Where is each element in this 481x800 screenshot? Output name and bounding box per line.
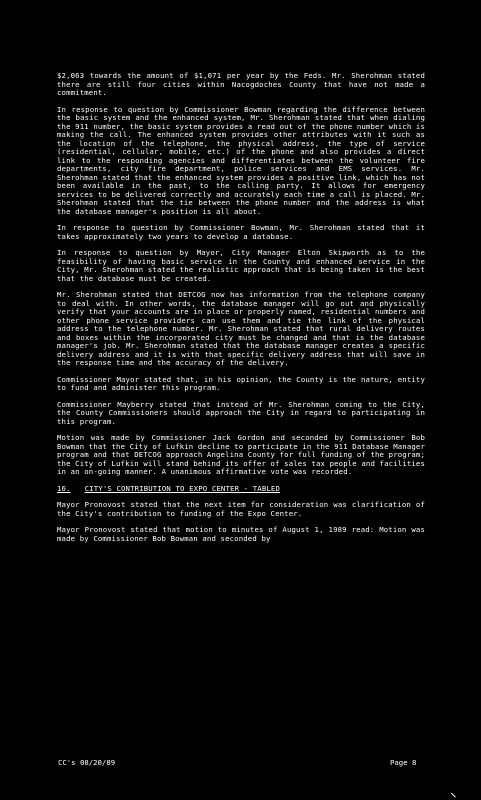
paragraph-3: In response to question by Commissioner Bowman, Mr. Sherohman stated that it takes approximately two years to develop a database. <box>57 223 425 241</box>
footer-date: CC's 08/20/89 <box>58 758 116 767</box>
paragraph-10: Mayor Pronovost stated that motion to minutes of August 1, 1989 read: Motion was made by Commissioner Bob Bowman and seconded by <box>57 525 425 543</box>
paragraph-4: In response to question by Mayor, City Manager Elton Skipworth as to the feasibility of having basic service in the County and enhanced service in the City, Mr. Sherohman stated the realistic approach that is being taken is the best that the database must be created. <box>57 248 425 283</box>
scan-corner-mark <box>451 788 460 797</box>
section-heading <box>57 485 425 494</box>
paragraph-6: Commissioner Mayor stated that, in his opinion, the County is the nature, entity to fund and administer this program. <box>57 374 425 392</box>
section-title: CITY'S CONTRIBUTION TO EXPO CENTER - TABLED <box>84 483 280 493</box>
document-body <box>57 72 425 551</box>
paragraph-5: Mr. Sherohman stated that DETCOG now has information from the telephone company to deal with. In other words, the database manager will go out and physically verify that your accounts are in place or properly named, residential numbers and other phone service providers can use them and tie the link of the physical address to the telephone number. Mr. Sherohman stated that rural delivery routes and boxes within the incorporated city must be changed and that is the database manager's job. Mr. Sherohman stated that the database manager creates a specific delivery address and it is with that specific delivery address that will save in the response time and the accuracy of the delivery. <box>57 290 425 367</box>
section-number: 16. <box>57 483 71 493</box>
paragraph-7: Commissioner Mayberry stated that instead of Mr. Sherohman coming to the City, the County Commissioners should approach the City in regard to participating in this program. <box>57 399 425 426</box>
paragraph-1: $2,063 towards the amount of $1,071 per year by the Feds. Mr. Sherohman stated there are still four cities within Nacogdoches County that have not made a commitment. <box>57 71 425 97</box>
paragraph-9: Mayor Pronovost stated that the next item for consideration was clarification of the City's contribution to funding of the Expo Center. <box>57 500 425 518</box>
footer-page-number: Page 8 <box>390 758 417 767</box>
paragraph-8: Motion was made by Commissioner Jack Gordon and seconded by Commissioner Bob Bowman that the City of Lufkin decline to participate in the 911 Database Manager program and that DETCOG approach Angelina County for full funding of the program; the City of Lufkin will stand behind its offer of sales tax people and facilities in an on-going manner. A unanimous affirmative vote was recorded. <box>57 433 425 476</box>
paragraph-2: In response to question by Commissioner Bowman regarding the difference between the basic system and the enhanced system, Mr. Sherohman stated that when dialing the 911 number, the basic system provides a read out of the phone number which is making the call. The enhanced system provides other attributes with it such as the location of the telephone, the physical address, the type of service (residential, cellular, mobile, etc.) of the phone and also provides a direct link to the responding agencies and differentiates between the volunteer fire departments, city fire department, police services and EMS services. Mr. Sherohman stated that the enhanced system provides a positive link, which has not been available in the past, to the calling party. It allows for emergency services to be delivered correctly and accurately each time a call is placed. Mr. Sherohman stated that the tie between the phone number and the address is what the database manager's position is all about. <box>57 104 425 216</box>
